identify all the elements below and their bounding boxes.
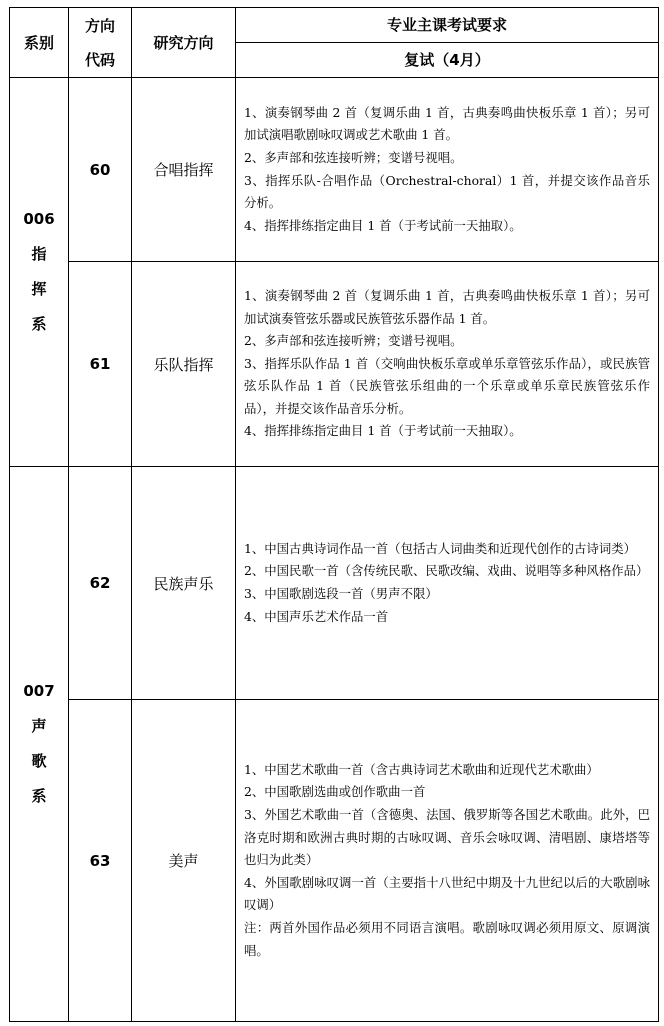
header-exam: 复试（4月） xyxy=(236,43,659,78)
dept-char: 声 xyxy=(31,717,47,735)
header-direction: 研究方向 xyxy=(132,8,236,78)
requirement-item: 2、多声部和弦连接听辨；变谱号视唱。 xyxy=(244,149,463,165)
requirement-item: 4、外国歌剧咏叹调一首（主要指十八世纪中期及十九世纪以后的大歌剧咏叹调） xyxy=(244,874,650,913)
dept-code: 006 xyxy=(23,210,55,228)
direction-name: 民族声乐 xyxy=(132,467,236,700)
exam-requirements-table xyxy=(9,7,659,1022)
header-requirements: 专业主课考试要求 xyxy=(236,8,659,43)
requirement-item: 1、演奏钢琴曲 2 首（复调乐曲 1 首，古典奏鸣曲快板乐章 1 首）；另可加试演唱歌剧咏叹调或艺术歌曲 1 首。 xyxy=(244,104,650,143)
requirement-item: 4、指挥排练指定曲目 1 首（于考试前一天抽取）。 xyxy=(244,423,522,439)
requirements-cell xyxy=(236,700,659,1022)
requirement-item: 1、演奏钢琴曲 2 首（复调乐曲 1 首，古典奏鸣曲快板乐章 1 首）；另可加试演奏管弦乐器或民族管弦乐器作品 1 首。 xyxy=(244,287,650,326)
requirement-item: 2、多声部和弦连接听辨；变谱号视唱。 xyxy=(244,333,463,349)
requirement-item: 4、指挥排练指定曲目 1 首（于考试前一天抽取）。 xyxy=(244,217,522,233)
header-code-line1: 方向 xyxy=(84,16,115,35)
dept-code: 007 xyxy=(23,682,55,700)
requirement-item: 4、中国声乐艺术作品一首 xyxy=(244,608,389,624)
dept-cell-007 xyxy=(10,467,69,1022)
direction-code: 62 xyxy=(69,467,132,700)
header-code-line2: 代码 xyxy=(84,50,115,69)
header-code xyxy=(69,8,132,78)
requirement-item: 3、指挥乐队-合唱作品（Orchestral-choral）1 首，并提交该作品音乐分析。 xyxy=(244,172,650,211)
direction-code: 63 xyxy=(69,700,132,1022)
dept-char: 系 xyxy=(31,787,47,805)
dept-cell-006 xyxy=(10,78,69,467)
requirement-item: 3、外国艺术歌曲一首（含德奥、法国、俄罗斯等各国艺术歌曲。此外，巴洛克时期和欧洲古典时期的古咏叹调、音乐会咏叹调、清唱剧、康塔塔等也归为此类） xyxy=(244,807,650,868)
dept-char: 歌 xyxy=(31,752,47,770)
requirement-item: 3、指挥乐队作品 1 首（交响曲快板乐章或单乐章管弦乐作品），或民族管弦乐队作品 1 首（民族管弦乐组曲的一个乐章或单乐章民族管弦乐作品），并提交该作品音乐分析。 xyxy=(244,355,650,416)
requirement-item: 2、中国民歌一首（含传统民歌、民歌改编、戏曲、说唱等多种风格作品） xyxy=(244,563,649,579)
table-row xyxy=(10,467,659,700)
requirements-cell xyxy=(236,262,659,467)
requirements-cell xyxy=(236,78,659,262)
direction-code: 61 xyxy=(69,262,132,467)
table-row xyxy=(10,78,659,262)
direction-name: 合唱指挥 xyxy=(132,78,236,262)
requirement-note: 注：两首外国作品必须用不同语言演唱。歌剧咏叹调必须用原文、原调演唱。 xyxy=(244,919,650,958)
header-dept: 系别 xyxy=(10,8,69,78)
dept-char: 挥 xyxy=(31,280,47,298)
requirement-item: 2、中国歌剧选曲或创作歌曲一首 xyxy=(244,784,426,800)
requirements-cell xyxy=(236,467,659,700)
direction-code: 60 xyxy=(69,78,132,262)
table-row xyxy=(10,262,659,467)
dept-char: 指 xyxy=(31,245,47,263)
table-row xyxy=(10,700,659,1022)
requirement-item: 3、中国歌剧选段一首（男声不限） xyxy=(244,586,438,601)
requirement-item: 1、中国艺术歌曲一首（含古典诗词艺术歌曲和近现代艺术歌曲） xyxy=(244,761,599,777)
requirement-item: 1、中国古典诗词作品一首（包括古人词曲类和近现代创作的古诗词类） xyxy=(244,540,636,556)
direction-name: 美声 xyxy=(132,700,236,1022)
direction-name: 乐队指挥 xyxy=(132,262,236,467)
dept-char: 系 xyxy=(31,315,47,333)
